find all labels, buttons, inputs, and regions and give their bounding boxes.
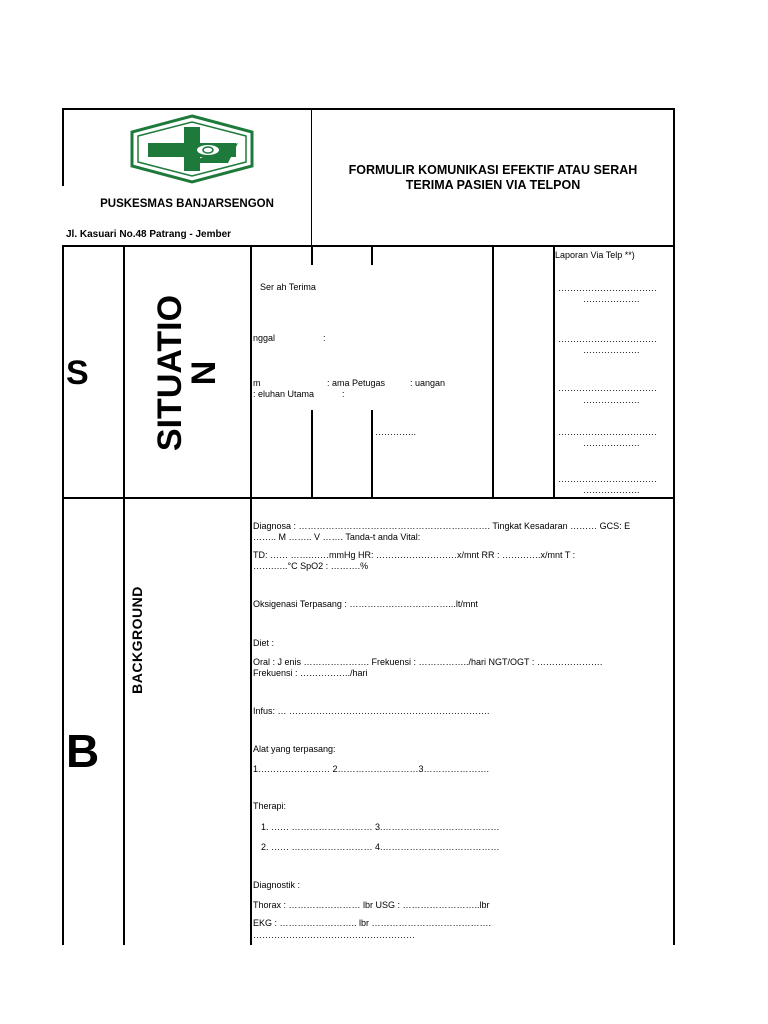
- laporan-dots-3b: ……………….: [583, 395, 640, 405]
- laporan-dots-3a: ……………………………: [558, 383, 657, 393]
- therapi-label: Therapi:: [253, 801, 287, 811]
- clinic-address: Jl. Kasuari No.48 Patrang - Jember: [66, 229, 232, 240]
- clinic-name: PUSKESMAS BANJARSENGON: [100, 198, 274, 210]
- diagnostik-label: Diagnostik :: [253, 880, 301, 890]
- ekg-field-line2: ………………………………………………: [253, 930, 415, 940]
- frame-top-border: [62, 108, 675, 110]
- vital-td-line2: …….…..°C SpO2 : ……….%: [253, 561, 369, 571]
- section-divider: [62, 497, 675, 499]
- vital-td-line1: TD: …… …….……mmHg HR: ………………………x/mnt RR : ………….x/mnt T :: [253, 550, 576, 560]
- situation-col-b-lower: [371, 410, 373, 498]
- diet-oral-line2: Frekuensi : ……………../hari: [253, 668, 368, 678]
- situation-dots-field: …………..: [375, 427, 417, 437]
- tanggal-colon: :: [323, 333, 326, 343]
- keluhan-utama-label: : eluhan Utama: [253, 389, 315, 399]
- therapi-row-1: 1. …… ……………………… 3.…………………………………: [261, 822, 500, 832]
- col-label-divider: [250, 245, 252, 945]
- laporan-header: Laporan Via Telp **): [555, 250, 635, 260]
- header-bottom-border: [62, 245, 675, 247]
- section-letter-b: B: [66, 725, 100, 777]
- situation-col-a: [311, 245, 313, 265]
- frame-right-border: [673, 108, 675, 945]
- laporan-dots-2b: ……………….: [583, 345, 640, 355]
- form-title-line1: FORMULIR KOMUNIKASI EFEKTIF ATAU SERAH: [348, 163, 638, 177]
- oksigenasi-field: Oksigenasi Terpasang : ……………………………...lt/mnt: [253, 599, 478, 609]
- situation-col-b: [371, 245, 373, 265]
- tanggal-label: nggal: [253, 333, 276, 343]
- section-letter-s: S: [66, 354, 89, 392]
- alat-label: Alat yang terpasang:: [253, 744, 336, 754]
- ruangan-label: : uangan: [410, 378, 446, 388]
- keluhan-colon: :: [342, 389, 345, 399]
- laporan-dots-2a: ……………………………: [558, 334, 657, 344]
- situation-label-line2: N: [185, 360, 223, 386]
- nama-petugas-label: : ama Petugas: [327, 378, 386, 388]
- laporan-dots-1a: ……………………………: [558, 283, 657, 293]
- situation-col-c: [492, 245, 494, 498]
- diet-label: Diet :: [253, 638, 275, 648]
- alat-items: 1…………………… 2………………………3………………….: [253, 764, 490, 774]
- form-title: [318, 163, 668, 193]
- jam-label: m: [253, 378, 261, 388]
- laporan-dots-1b: ……………….: [583, 294, 640, 304]
- situation-label-line1: SITUATIO: [151, 294, 189, 452]
- laporan-dots-5a: ……………………………: [558, 474, 657, 484]
- situation-label: [153, 295, 221, 451]
- col-letter-divider: [123, 245, 125, 945]
- situation-col-a-lower: [311, 410, 313, 498]
- frame-left-border-top: [62, 108, 64, 186]
- laporan-dots-4b: ……………….: [583, 438, 640, 448]
- therapi-row-2: 2. …… ……………………… 4.…………………………………: [261, 842, 500, 852]
- laporan-dots-5b: ……………….: [583, 485, 640, 495]
- frame-left-border: [62, 245, 64, 945]
- health-cross-logo-icon: [128, 113, 256, 185]
- situation-col-d: [553, 245, 555, 498]
- background-label: BACKGROUND: [129, 586, 145, 694]
- infus-field: Infus: … ………………………………………………………….: [253, 706, 490, 716]
- serah-terima-label: Ser ah Terima: [260, 282, 316, 292]
- diagnosa-line2: …….. M …….. V ……. Tanda-t anda Vital:: [253, 532, 421, 542]
- diet-oral-line1: Oral : J enis …………………. Frekuensi : ……………../hari NGT/OGT : ………………….: [253, 657, 603, 667]
- ekg-field: EKG : …………………….. lbr ………………………………….: [253, 918, 492, 928]
- header-divider-vertical: [311, 108, 312, 246]
- form-title-line2: TERIMA PASIEN VIA TELPON: [405, 178, 581, 192]
- laporan-dots-4a: ……………………………: [558, 427, 657, 437]
- thorax-usg-field: Thorax : …………………… lbr USG : ……………………..lbr: [253, 900, 490, 910]
- diagnosa-line1: Diagnosa : ………………………………………………………. Tingkat Kesadaran ……… GCS: E: [253, 521, 631, 531]
